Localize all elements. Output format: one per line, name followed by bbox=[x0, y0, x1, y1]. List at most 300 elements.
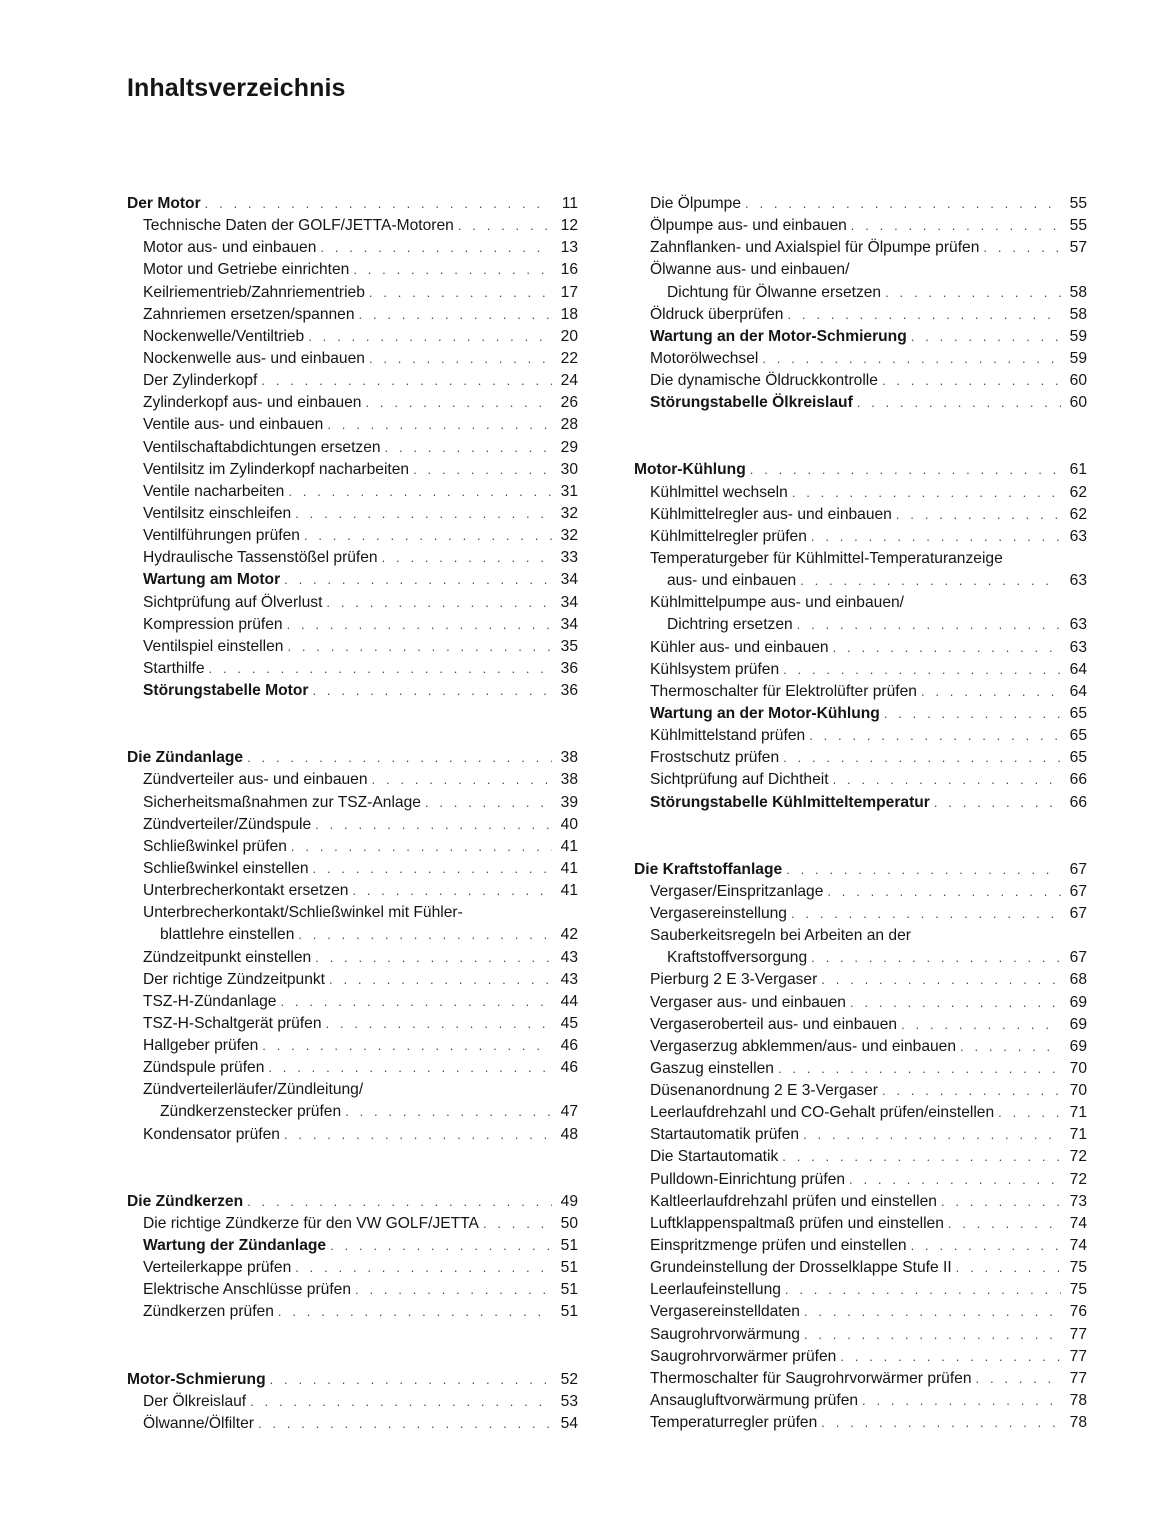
toc-entry-title: Kondensator prüfen bbox=[143, 1125, 280, 1143]
toc-entry-title: Hydraulische Tassenstößel prüfen bbox=[143, 549, 378, 567]
dot-leader bbox=[425, 792, 552, 814]
toc-line bbox=[634, 1346, 1087, 1368]
dot-leader bbox=[896, 504, 1061, 526]
toc-line bbox=[634, 747, 1087, 769]
toc-page-number: 34 bbox=[560, 593, 578, 611]
toc-entry-stoerungstabelle-oelkreislauf bbox=[634, 392, 1087, 414]
toc-entry-zuendspule-pruefen bbox=[127, 1057, 578, 1079]
toc-entry-title: Motorölwechsel bbox=[650, 349, 759, 367]
toc-line bbox=[634, 1324, 1087, 1346]
dot-leader bbox=[911, 1235, 1061, 1257]
toc-line bbox=[634, 614, 1087, 636]
toc-page-number: 36 bbox=[560, 659, 578, 677]
dot-leader bbox=[941, 1191, 1061, 1213]
toc-page-number: 57 bbox=[1069, 239, 1087, 257]
toc-entry-unterbrecherkontakt-ersetzen bbox=[127, 880, 578, 902]
toc-page-number: 67 bbox=[1069, 904, 1087, 922]
toc-entry-title: Thermoschalter für Saugrohrvorwärmer prüfen bbox=[650, 1369, 972, 1387]
toc-entry-title: Hallgeber prüfen bbox=[143, 1037, 259, 1055]
toc-line bbox=[634, 947, 1087, 969]
toc-line bbox=[634, 859, 1087, 881]
dot-leader bbox=[250, 1391, 552, 1413]
toc-entry-title: aus- und einbauen bbox=[667, 572, 797, 590]
toc-page-number: 71 bbox=[1069, 1104, 1087, 1122]
toc-page-number: 69 bbox=[1069, 1015, 1087, 1033]
toc-page-number: 58 bbox=[1069, 305, 1087, 323]
toc-entry-vergasereinstellung bbox=[634, 903, 1087, 925]
toc-page-number: 20 bbox=[560, 327, 578, 345]
dot-leader bbox=[295, 1257, 552, 1279]
dot-leader bbox=[960, 1036, 1061, 1058]
dot-leader bbox=[329, 969, 552, 991]
dot-leader bbox=[809, 725, 1061, 747]
toc-entry-motoroelwechsel bbox=[634, 348, 1087, 370]
toc-entry-elektrische-anschluesse-pruefen bbox=[127, 1279, 578, 1301]
toc-line bbox=[634, 1279, 1087, 1301]
dot-leader bbox=[385, 437, 552, 459]
toc-page-number: 61 bbox=[1069, 461, 1087, 479]
toc-entry-title: Kraftstoffversorgung bbox=[667, 949, 808, 967]
toc-entry-vergaser-einspritzanlage bbox=[634, 881, 1087, 903]
toc-entry-dichtung-fuer-oelwanne-ersetzen bbox=[634, 282, 1087, 304]
toc-entry-oelwanne-oelfilter bbox=[127, 1413, 578, 1435]
toc-entry-temperaturregler-pruefen bbox=[634, 1412, 1087, 1434]
toc-page-number: 40 bbox=[560, 815, 578, 833]
toc-line bbox=[634, 637, 1087, 659]
toc-line bbox=[127, 947, 578, 969]
toc-entry-title: Wartung der Zündanlage bbox=[143, 1237, 327, 1255]
toc-entry-kaltleerlaufdrehzahl-pruefen-und-einstellen bbox=[634, 1191, 1087, 1213]
dot-leader bbox=[261, 370, 552, 392]
toc-entry-title: Vergasereinstelldaten bbox=[650, 1303, 800, 1321]
dot-leader bbox=[288, 481, 552, 503]
toc-entry-title: Zahnriemen ersetzen/spannen bbox=[143, 305, 355, 323]
toc-entry-title: Wartung an der Motor-Schmierung bbox=[650, 327, 907, 345]
toc-page-number: 65 bbox=[1069, 727, 1087, 745]
toc-page-number: 73 bbox=[1069, 1192, 1087, 1210]
dot-leader bbox=[850, 992, 1061, 1014]
toc-entry-title: Kaltleerlaufdrehzahl prüfen und einstellen bbox=[650, 1192, 937, 1210]
toc-entry-title: Ölwanne aus- und einbauen/ bbox=[650, 261, 850, 279]
toc-entry-title: Kühlmittelregler prüfen bbox=[650, 527, 807, 545]
toc-entry-title: Die richtige Zündkerze für den VW GOLF/JETTA bbox=[143, 1214, 479, 1232]
toc-line bbox=[127, 658, 578, 680]
toc-page-number: 66 bbox=[1069, 771, 1087, 789]
toc-line bbox=[634, 1169, 1087, 1191]
dot-leader bbox=[882, 1080, 1061, 1102]
dot-leader bbox=[413, 459, 552, 481]
toc-entry-temperaturgeber-fuer-kuehlmittel-temperaturanzei bbox=[634, 548, 1087, 570]
toc-line bbox=[634, 1124, 1087, 1146]
toc-page-number: 77 bbox=[1069, 1369, 1087, 1387]
toc-entry-title: TSZ-H-Zündanlage bbox=[143, 992, 277, 1010]
dot-leader bbox=[783, 659, 1061, 681]
dot-leader bbox=[857, 392, 1061, 414]
toc-line bbox=[634, 504, 1087, 526]
toc-page-number: 50 bbox=[560, 1214, 578, 1232]
toc-entry-title: Störungstabelle Motor bbox=[143, 682, 309, 700]
toc-entry-title: Zündspule prüfen bbox=[143, 1059, 265, 1077]
toc-page-number: 77 bbox=[1069, 1325, 1087, 1343]
toc-entry-title: Temperaturregler prüfen bbox=[650, 1414, 818, 1432]
toc-line bbox=[634, 1301, 1087, 1323]
toc-entry-title: Thermoschalter für Elektrolüfter prüfen bbox=[650, 682, 917, 700]
toc-line bbox=[634, 482, 1087, 504]
toc-entry-title: Ventile aus- und einbauen bbox=[143, 416, 324, 434]
toc-entry-ventile-aus-und-einbauen bbox=[127, 414, 578, 436]
toc-entry-kuehlsystem-pruefen bbox=[634, 659, 1087, 681]
toc-page-number: 59 bbox=[1069, 327, 1087, 345]
toc-line bbox=[634, 370, 1087, 392]
toc-entry-title: Zündkerzen prüfen bbox=[143, 1303, 274, 1321]
toc-entry-ventilschaftabdichtungen-ersetzen bbox=[127, 437, 578, 459]
toc-entry-title: Zündverteilerläufer/Zündleitung/ bbox=[143, 1081, 364, 1099]
toc-line bbox=[127, 1235, 578, 1257]
dot-leader bbox=[365, 392, 552, 414]
toc-line bbox=[127, 1035, 578, 1057]
toc-line bbox=[127, 969, 578, 991]
toc-entry-title: Zündverteiler aus- und einbauen bbox=[143, 771, 368, 789]
toc-line bbox=[127, 858, 578, 880]
dot-leader bbox=[345, 1101, 552, 1123]
dot-leader bbox=[762, 348, 1061, 370]
toc-page-number: 41 bbox=[560, 859, 578, 877]
toc-line bbox=[127, 1279, 578, 1301]
dot-leader bbox=[956, 1257, 1061, 1279]
toc-entry-title: Pulldown-Einrichtung prüfen bbox=[650, 1170, 846, 1188]
toc-page-number: 49 bbox=[560, 1192, 578, 1210]
dot-leader bbox=[833, 769, 1061, 791]
toc-page-number: 59 bbox=[1069, 349, 1087, 367]
toc-line bbox=[634, 548, 1087, 570]
toc-entry-title: Düsenanordnung 2 E 3-Vergaser bbox=[650, 1082, 878, 1100]
toc-entry-title: Kühlsystem prüfen bbox=[650, 660, 780, 678]
dot-leader bbox=[800, 570, 1061, 592]
toc-page-number: 51 bbox=[560, 1303, 578, 1321]
toc-page-number: 51 bbox=[560, 1237, 578, 1255]
toc-entry-pulldown-einrichtung-pruefen bbox=[634, 1169, 1087, 1191]
dot-leader bbox=[353, 259, 552, 281]
dot-leader bbox=[313, 858, 552, 880]
toc-page-number: 43 bbox=[560, 970, 578, 988]
toc-line bbox=[634, 193, 1087, 215]
dot-leader bbox=[786, 859, 1061, 881]
toc-line bbox=[634, 1102, 1087, 1124]
toc-page-number: 74 bbox=[1069, 1237, 1087, 1255]
toc-entry-title: Saugrohrvorwärmung bbox=[650, 1325, 800, 1343]
toc-page-number: 70 bbox=[1069, 1059, 1087, 1077]
toc-entry-ventile-nacharbeiten bbox=[127, 481, 578, 503]
toc-entry-sauberkeitsregeln-bei-arbeiten-an-der bbox=[634, 925, 1087, 947]
dot-leader bbox=[304, 525, 552, 547]
toc-page-number: 51 bbox=[560, 1259, 578, 1277]
toc-page-number: 32 bbox=[560, 527, 578, 545]
toc-entry-ventilsitz-im-zylinderkopf-nacharbeiten bbox=[127, 459, 578, 481]
toc-line bbox=[127, 1369, 578, 1391]
toc-page-number: 13 bbox=[560, 239, 578, 257]
toc-line bbox=[127, 237, 578, 259]
toc-entry-title: Motor-Kühlung bbox=[634, 461, 746, 479]
toc-entry-oelpumpe-aus-und-einbauen bbox=[634, 215, 1087, 237]
toc-entry-title: Die Kraftstoffanlage bbox=[634, 860, 783, 878]
toc-line bbox=[634, 237, 1087, 259]
toc-entry-title: Ventilsitz einschleifen bbox=[143, 504, 292, 522]
dot-leader bbox=[315, 947, 552, 969]
dot-leader bbox=[291, 836, 552, 858]
toc-page-number: 53 bbox=[560, 1392, 578, 1410]
toc-page-number: 11 bbox=[561, 195, 578, 212]
toc-entry-wartung-an-der-motor-kuehlung bbox=[634, 703, 1087, 725]
toc-line bbox=[634, 769, 1087, 791]
toc-line bbox=[127, 282, 578, 304]
toc-entry-gaszug-einstellen bbox=[634, 1058, 1087, 1080]
toc-entry-title: Kühlmittel wechseln bbox=[650, 483, 788, 501]
section-spacer bbox=[127, 1324, 578, 1369]
dot-leader bbox=[352, 880, 552, 902]
dot-leader bbox=[372, 769, 552, 791]
dot-leader bbox=[983, 237, 1061, 259]
toc-page-number: 75 bbox=[1069, 1281, 1087, 1299]
toc-line bbox=[634, 1014, 1087, 1036]
toc-entry-sichtpruefung-auf-oelverlust bbox=[127, 592, 578, 614]
toc-page-number: 63 bbox=[1069, 616, 1087, 634]
toc-line bbox=[127, 769, 578, 791]
toc-entry-dichtring-ersetzen bbox=[634, 614, 1087, 636]
toc-entry-title: Nockenwelle aus- und einbauen bbox=[143, 349, 365, 367]
toc-entry-title: Dichtring ersetzen bbox=[667, 616, 793, 634]
toc-entry-leerlaufdrehzahl-und-co-gehalt-pruefen-einstelle bbox=[634, 1102, 1087, 1124]
toc-line bbox=[127, 370, 578, 392]
toc-line bbox=[634, 304, 1087, 326]
toc-line bbox=[634, 903, 1087, 925]
toc-page-number: 38 bbox=[560, 749, 578, 767]
dot-leader bbox=[247, 747, 552, 769]
toc-entry-title: Sichtprüfung auf Dichtheit bbox=[650, 771, 829, 789]
toc-entry-ventilsitz-einschleifen bbox=[127, 503, 578, 525]
dot-leader bbox=[778, 1058, 1061, 1080]
toc-entry-duesenanordnung-2-e-3-vergaser bbox=[634, 1080, 1087, 1102]
dot-leader bbox=[284, 569, 552, 591]
toc-page-number: 38 bbox=[560, 771, 578, 789]
toc-entry-title: Schließwinkel einstellen bbox=[143, 859, 309, 877]
toc-line bbox=[634, 570, 1087, 592]
toc-entry-title: Startautomatik prüfen bbox=[650, 1126, 800, 1144]
section-spacer bbox=[127, 1146, 578, 1191]
toc-page-number: 71 bbox=[1069, 1126, 1087, 1144]
toc-line bbox=[127, 503, 578, 525]
toc-line bbox=[634, 1058, 1087, 1080]
toc-entry-title: Zylinderkopf aus- und einbauen bbox=[143, 394, 362, 412]
toc-line bbox=[127, 1257, 578, 1279]
toc-line bbox=[634, 969, 1087, 991]
toc-page-number: 78 bbox=[1069, 1414, 1087, 1432]
toc-page-number: 47 bbox=[560, 1103, 578, 1121]
toc-entry-hallgeber-pruefen bbox=[127, 1035, 578, 1057]
toc-entry-title: Frostschutz prüfen bbox=[650, 749, 780, 767]
toc-page-number: 68 bbox=[1069, 971, 1087, 989]
toc-page-number: 63 bbox=[1069, 638, 1087, 656]
toc-entry-ventilspiel-einstellen bbox=[127, 636, 578, 658]
toc-entry-title: Ventilspiel einstellen bbox=[143, 637, 284, 655]
toc-entry-title: Unterbrecherkontakt/Schließwinkel mit Fühler- bbox=[143, 904, 463, 922]
toc-line bbox=[127, 414, 578, 436]
toc-entry-title: Unterbrecherkontakt ersetzen bbox=[143, 882, 349, 900]
toc-entry-title: Einspritzmenge prüfen und einstellen bbox=[650, 1237, 907, 1255]
dot-leader bbox=[787, 304, 1061, 326]
toc-entry-leerlaufeinstellung bbox=[634, 1279, 1087, 1301]
dot-leader bbox=[278, 1301, 552, 1323]
toc-entry-vergaser-aus-und-einbauen bbox=[634, 992, 1087, 1014]
toc-entry-title: Verteilerkappe prüfen bbox=[143, 1259, 292, 1277]
dot-leader bbox=[821, 969, 1061, 991]
toc-page-number: 55 bbox=[1069, 195, 1087, 212]
toc-page-number: 65 bbox=[1069, 704, 1087, 722]
toc-entry-title: Dichtung für Ölwanne ersetzen bbox=[667, 283, 882, 301]
dot-leader bbox=[327, 414, 552, 436]
dot-leader bbox=[821, 1412, 1061, 1434]
dot-leader bbox=[326, 1013, 552, 1035]
toc-entry-kraftstoffversorgung bbox=[634, 947, 1087, 969]
toc-page-number: 41 bbox=[560, 882, 578, 900]
toc-entry-title: Elektrische Anschlüsse prüfen bbox=[143, 1281, 352, 1299]
toc-entry-title: Zündzeitpunkt einstellen bbox=[143, 948, 312, 966]
toc-entry-title: Leerlaufeinstellung bbox=[650, 1281, 781, 1299]
toc-line bbox=[127, 902, 578, 924]
toc-line bbox=[634, 459, 1087, 481]
dot-leader bbox=[287, 636, 552, 658]
toc-page-number: 64 bbox=[1069, 660, 1087, 678]
toc-page-number: 12 bbox=[560, 217, 578, 235]
toc-page-number: 76 bbox=[1069, 1303, 1087, 1321]
toc-page-number: 67 bbox=[1069, 949, 1087, 967]
toc-line bbox=[127, 193, 578, 215]
toc-entry-wartung-der-zuendanlage bbox=[127, 1235, 578, 1257]
toc-entry-title: Der Ölkreislauf bbox=[143, 1392, 247, 1410]
toc-entry-startautomatik-pruefen bbox=[634, 1124, 1087, 1146]
dot-leader bbox=[369, 348, 552, 370]
toc-entry-title: Ventilsitz im Zylinderkopf nacharbeiten bbox=[143, 460, 410, 478]
toc-entry-kondensator-pruefen bbox=[127, 1124, 578, 1146]
toc-page-number: 69 bbox=[1069, 993, 1087, 1011]
dot-leader bbox=[976, 1368, 1061, 1390]
dot-leader bbox=[312, 680, 552, 702]
toc-line bbox=[634, 1146, 1087, 1168]
toc-line bbox=[127, 1301, 578, 1323]
toc-entry-title: Zahnflanken- und Axialspiel für Ölpumpe prüfen bbox=[650, 239, 980, 257]
toc-line bbox=[634, 1390, 1087, 1412]
toc-page-number: 72 bbox=[1069, 1170, 1087, 1188]
toc-page-number: 62 bbox=[1069, 483, 1087, 501]
toc-entry-sichtpruefung-auf-dichtheit bbox=[634, 769, 1087, 791]
toc-entry-title: Schließwinkel prüfen bbox=[143, 837, 287, 855]
dot-leader bbox=[268, 1057, 552, 1079]
toc-page-number: 39 bbox=[560, 793, 578, 811]
toc-line bbox=[127, 1191, 578, 1213]
toc-page-number: 62 bbox=[1069, 505, 1087, 523]
toc-line bbox=[127, 991, 578, 1013]
toc-entry-title: Wartung am Motor bbox=[143, 571, 281, 589]
dot-leader bbox=[804, 1301, 1061, 1323]
toc-line bbox=[634, 1036, 1087, 1058]
dot-leader bbox=[355, 1279, 552, 1301]
toc-section-die-zuendkerzen bbox=[127, 1191, 578, 1213]
toc-page-number: 35 bbox=[560, 637, 578, 655]
toc-entry-title: Ventilschaftabdichtungen ersetzen bbox=[143, 438, 381, 456]
toc-entry-title: Kühlmittelstand prüfen bbox=[650, 727, 806, 745]
toc-page-number: 33 bbox=[560, 549, 578, 567]
toc-line bbox=[634, 1191, 1087, 1213]
toc-entry-ansaugluftvorwaermung-pruefen bbox=[634, 1390, 1087, 1412]
toc-line bbox=[634, 1235, 1087, 1257]
toc-line bbox=[634, 725, 1087, 747]
toc-entry-zylinderkopf-aus-und-einbauen bbox=[127, 392, 578, 414]
toc-page-number: 17 bbox=[560, 283, 578, 301]
toc-page-number: 74 bbox=[1069, 1214, 1087, 1232]
toc-page-number: 24 bbox=[560, 372, 578, 390]
dot-leader bbox=[483, 1213, 552, 1235]
toc-entry-title: Vergaseroberteil aus- und einbauen bbox=[650, 1015, 898, 1033]
dot-leader bbox=[382, 547, 552, 569]
toc-entry-title: Sicherheitsmaßnahmen zur TSZ-Anlage bbox=[143, 793, 421, 811]
toc-entry-thermoschalter-fuer-saugrohrvorwaermer-pruefen bbox=[634, 1368, 1087, 1390]
dot-leader bbox=[258, 1413, 552, 1435]
toc-entry-kompression-pruefen bbox=[127, 614, 578, 636]
toc-page-number: 28 bbox=[560, 416, 578, 434]
toc-page-number: 60 bbox=[1069, 394, 1087, 412]
toc-line bbox=[127, 481, 578, 503]
dot-leader bbox=[209, 658, 552, 680]
toc-entry-ventilfuehrungen-pruefen bbox=[127, 525, 578, 547]
toc-entry-unterbrecherkontakt-schliesswinkel-mit-fuehler bbox=[127, 902, 578, 924]
dot-leader bbox=[911, 326, 1061, 348]
toc-entry-stoerungstabelle-kuehlmitteltemperatur bbox=[634, 792, 1087, 814]
toc-entry-title: Vergaserzug abklemmen/aus- und einbauen bbox=[650, 1037, 957, 1055]
toc-entry-thermoschalter-fuer-elektroluefter-pruefen bbox=[634, 681, 1087, 703]
dot-leader bbox=[849, 1169, 1061, 1191]
toc-section-motor-kuehlung bbox=[634, 459, 1087, 481]
dot-leader bbox=[287, 614, 552, 636]
toc-entry-title: Kühlmittelpumpe aus- und einbauen/ bbox=[650, 594, 904, 612]
toc-line bbox=[127, 836, 578, 858]
dot-leader bbox=[320, 237, 552, 259]
dot-leader bbox=[247, 1191, 552, 1213]
toc-line bbox=[127, 680, 578, 702]
dot-leader bbox=[295, 503, 552, 525]
toc-entry-title: Die Startautomatik bbox=[650, 1148, 779, 1166]
dot-leader bbox=[359, 304, 552, 326]
toc-line bbox=[634, 348, 1087, 370]
dot-leader bbox=[783, 747, 1061, 769]
toc-line bbox=[127, 814, 578, 836]
toc-entry-stoerungstabelle-motor bbox=[127, 680, 578, 702]
toc-page-number: 42 bbox=[560, 926, 578, 944]
toc-entry-title: Störungstabelle Kühlmitteltemperatur bbox=[650, 793, 930, 811]
dot-leader bbox=[882, 370, 1061, 392]
toc-entry-title: Die Ölpumpe bbox=[650, 195, 742, 212]
toc-line bbox=[634, 1213, 1087, 1235]
toc-line bbox=[634, 792, 1087, 814]
toc-entry-die-richtige-zuendkerze-fuer-den-vw-golf-jetta bbox=[127, 1213, 578, 1235]
toc-entry-title: Motor und Getriebe einrichten bbox=[143, 261, 350, 279]
dot-leader bbox=[840, 1346, 1061, 1368]
toc-line bbox=[127, 326, 578, 348]
toc-entry-title: Saugrohrvorwärmer prüfen bbox=[650, 1347, 837, 1365]
toc-page-number: 32 bbox=[560, 504, 578, 522]
toc-page-number: 63 bbox=[1069, 572, 1087, 590]
toc-entry-hydraulische-tassenstoessel-pruefen bbox=[127, 547, 578, 569]
toc-line bbox=[127, 614, 578, 636]
toc-page-number: 54 bbox=[560, 1414, 578, 1432]
